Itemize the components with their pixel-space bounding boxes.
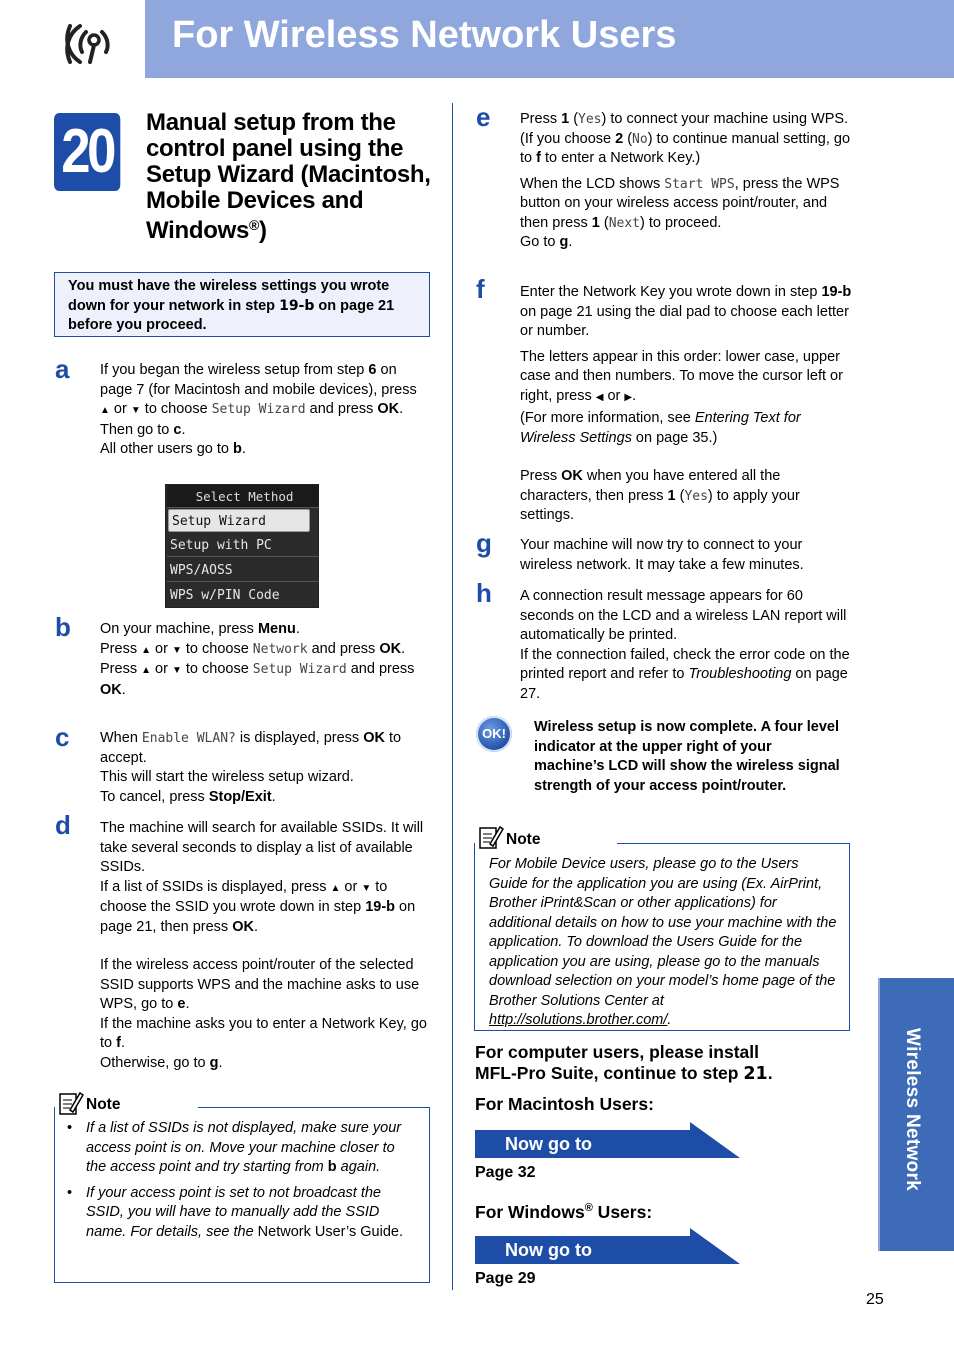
lcd-item-selected: Setup Wizard bbox=[168, 509, 310, 532]
now-go-to-label: Now go to bbox=[505, 1240, 592, 1260]
step-title bbox=[146, 110, 436, 244]
substep-letter-f: f bbox=[476, 274, 485, 304]
substep-h-text: A connection result message appears for 60 seconds on the LCD and a wireless LAN report will automatically be printed. If the connection failed, check the error code on the printed report and refer to Troubleshooting on page 27. bbox=[520, 588, 850, 702]
wireless-network-icon bbox=[50, 12, 138, 68]
step-title-line: Mobile Devices and bbox=[146, 187, 364, 214]
lcd-header: Select Method bbox=[167, 485, 319, 508]
brother-solutions-link[interactable]: http://solutions.brother.com/ bbox=[489, 1012, 668, 1028]
note-list bbox=[67, 1119, 417, 1242]
substep-g-text: Your machine will now try to connect to your wireless network. It may take a few minutes. bbox=[520, 537, 804, 573]
substep-letter-a: a bbox=[55, 354, 70, 384]
computer-users-heading: For computer users, please install MFL-Pro Suite, continue to step 21. bbox=[475, 1042, 773, 1084]
substep-f-text: Enter the Network Key you wrote down in step 19-b on page 21 using the dial pad to choose each letter or number. The letters appear in this order: lower case, upper case and then numbers. To move the cursor left or right, press ◀ or ▶. (For more information, see Entering Text for Wireless Settings on page 35.) Press OK when you have entered all the characters, then press 1 (Yes) to apply your settings. bbox=[520, 284, 852, 523]
step-title-line: control panel using the bbox=[146, 135, 404, 162]
note-list-item: • If your access point is set to not broadcast the SSID, you will have to manually add the SSID name. For details, see the Network User’s Guide. bbox=[67, 1184, 403, 1240]
substep-a-text: If you began the wireless setup from step 6 on page 7 (for Macintosh and mobile devices), press ▲ or ▼ to choose Setup Wizard and press OK. Then go to c. All other users go to b. bbox=[100, 362, 417, 457]
column-divider bbox=[452, 103, 453, 1290]
warning-box: You must have the wireless settings you wrote down for your network in step 19-b on page 21 before you proceed. bbox=[54, 272, 430, 337]
mac-now-go-to-banner[interactable] bbox=[475, 1122, 740, 1158]
note-heading: Note bbox=[86, 1096, 121, 1113]
mac-page-ref[interactable]: Page 32 bbox=[475, 1164, 536, 1181]
step-number-badge: 20 bbox=[54, 113, 120, 191]
now-go-to-label: Now go to bbox=[505, 1134, 592, 1154]
note-list-item: • If a list of SSIDs is not displayed, make sure your access point is on. Move your machine closer to the access point and try starting from b again. bbox=[67, 1120, 402, 1175]
windows-page-ref[interactable]: Page 29 bbox=[475, 1270, 536, 1287]
page-title: For Wireless Network Users bbox=[172, 14, 677, 56]
section-side-tab-label: Wireless Network bbox=[902, 1028, 923, 1192]
windows-now-go-to-banner[interactable] bbox=[475, 1228, 740, 1264]
note-text: For Mobile Device users, please go to the Users Guide for the application you are using (Ex. AirPrint, Brother iPrint&Scan or other applications) for additional details on how to use your machine with the application. To download the Users Guide for the application you are using, please go to the manuals download selection on your model’s home page of the Brother Solutions Center at http://solutions.brother.com/. bbox=[489, 856, 837, 1028]
substep-d-text: The machine will search for available SSIDs. It will take several seconds to display a list of available SSIDs. If a list of SSIDs is displayed, press ▲ or ▼ to choose the SSID you wrote down in step 19-b on page 21, then press OK. If the wireless access point/router of the selected SSID supports WPS and the machine asks to use WPS, go to e. If the machine asks you to enter a Network Key, go to f. Otherwise, go to g. bbox=[100, 820, 427, 1071]
ok-icon: OK! bbox=[476, 716, 512, 752]
lcd-item: WPS w/PIN Code bbox=[170, 588, 280, 603]
note-heading: Note bbox=[506, 831, 541, 848]
mac-heading: For Macintosh Users: bbox=[475, 1094, 654, 1114]
step-title-line: Manual setup from the bbox=[146, 109, 396, 136]
substep-letter-h: h bbox=[476, 578, 492, 608]
substep-c-text: When Enable WLAN? is displayed, press OK to accept. This will start the wireless setup wizard. To cancel, press Stop/Exit. bbox=[100, 730, 402, 805]
substep-letter-d: d bbox=[55, 810, 71, 840]
windows-heading: For Windows® Users: bbox=[475, 1201, 653, 1222]
substep-e-text: Press 1 (Yes) to connect your machine using WPS. (If you choose 2 (No) to continue manual setting, go to f to enter a Network Key.) When the LCD shows Start WPS, press the WPS button on your wireless access point/router, and then press 1 (Next) to proceed. Go to g. bbox=[520, 111, 851, 250]
lcd-item: Setup with PC bbox=[167, 534, 319, 557]
substep-b-text: On your machine, press Menu. Press ▲ or ▼ to choose Network and press OK. Press ▲ or ▼ to choose Setup Wizard and press OK. bbox=[100, 621, 415, 698]
lcd-item: WPS/AOSS bbox=[167, 559, 319, 582]
step-title-line: Windows®) bbox=[146, 217, 267, 244]
completion-message: Wireless setup is now complete. A four level indicator at the upper right of your machine’s LCD will show the wireless signal strength of your access point/router. bbox=[534, 719, 840, 794]
substep-letter-b: b bbox=[55, 612, 71, 642]
substep-letter-e: e bbox=[476, 102, 491, 132]
step-title-line: Setup Wizard (Macintosh, bbox=[146, 161, 431, 188]
page-number: 25 bbox=[866, 1291, 884, 1308]
lcd-screen bbox=[165, 484, 319, 608]
substep-letter-c: c bbox=[55, 722, 70, 752]
substep-letter-g: g bbox=[476, 528, 492, 558]
